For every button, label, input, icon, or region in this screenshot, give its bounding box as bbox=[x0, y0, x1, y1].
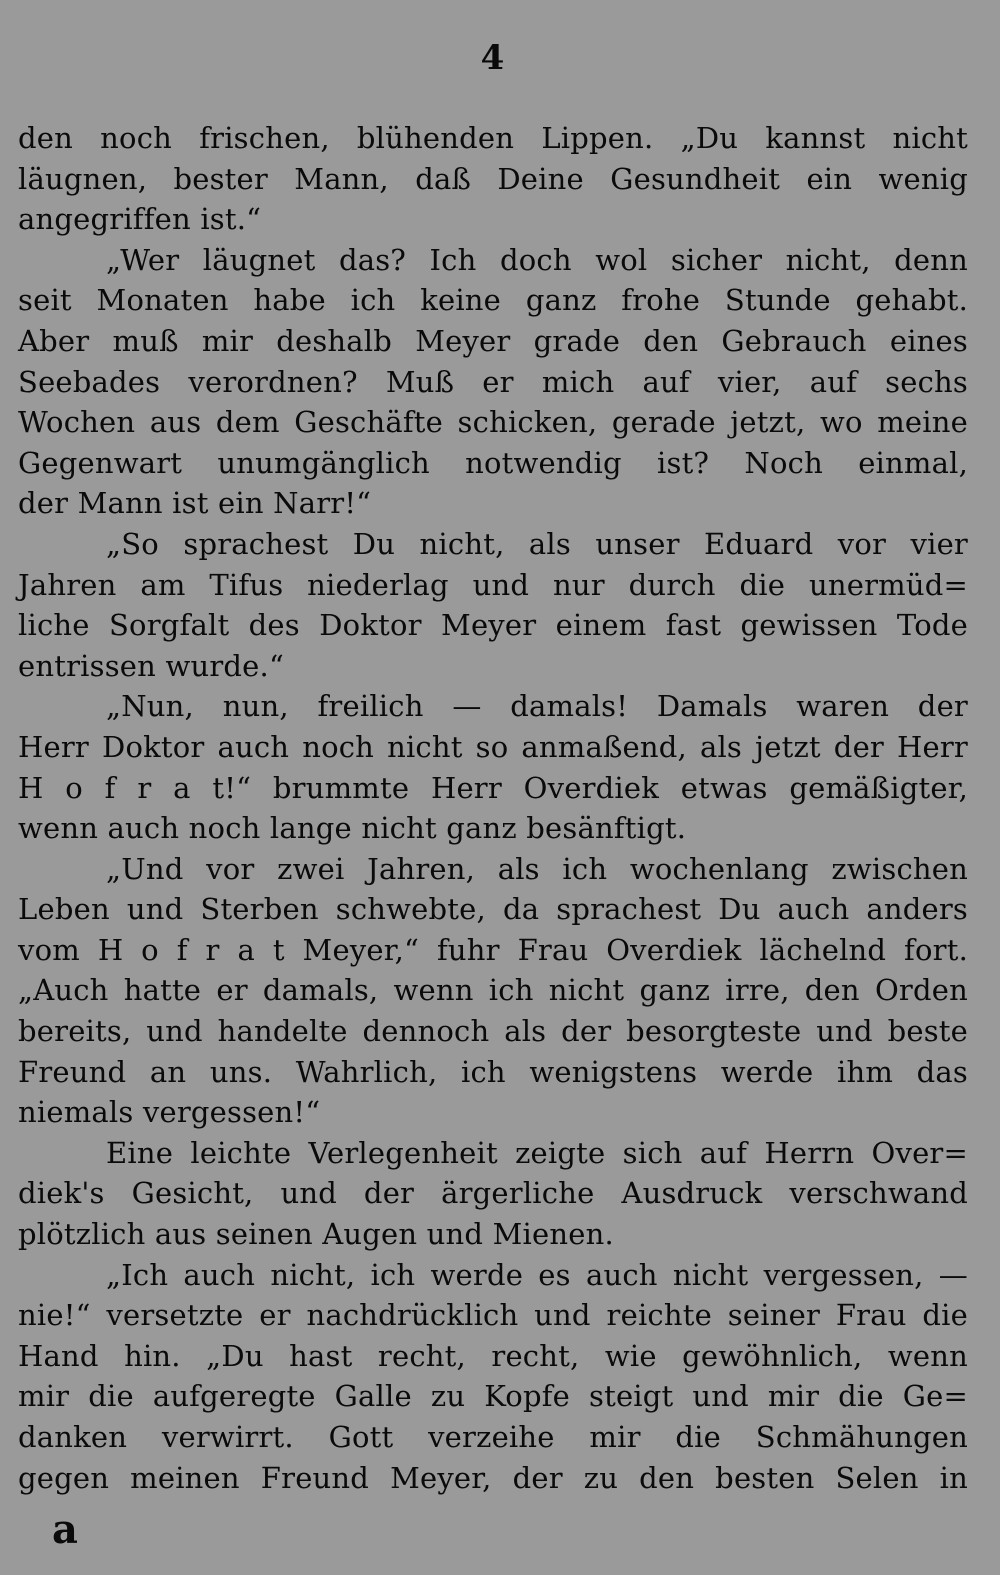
text-line: entrissen wurde.“ bbox=[18, 648, 284, 683]
text-line: Jahren am Tifus niederlag und nur durch die unermüd= bbox=[18, 567, 968, 602]
text-line: liche Sorgfalt des Doktor Meyer einem fast gewissen Tode bbox=[18, 608, 968, 643]
text-line: Leben und Sterben schwebte, da sprachest Du auch anders bbox=[18, 892, 968, 927]
text-line: „Nun, nun, freilich — damals! Damals waren der bbox=[106, 689, 968, 724]
signature-mark: a bbox=[52, 1506, 78, 1553]
text-line: Eine leichte Verlegenheit zeigte sich auf Herrn Over= bbox=[106, 1135, 968, 1170]
text-line: Gegenwart unumgänglich notwendig ist? Noch einmal, bbox=[18, 445, 968, 480]
text-line: plötzlich aus seinen Augen und Mienen. bbox=[18, 1217, 614, 1252]
text-line: H o f r a t!“ brummte Herr Overdiek etwas gemäßigter, bbox=[18, 770, 968, 805]
text-line: „Wer läugnet das? Ich doch wol sicher nicht, denn bbox=[106, 242, 968, 277]
text-line: bereits, und handelte dennoch als der besorgteste und beste bbox=[18, 1014, 968, 1049]
text-line: Herr Doktor auch noch nicht so anmaßend, als jetzt der Herr bbox=[18, 729, 968, 764]
text-line: „Ich auch nicht, ich werde es auch nicht vergessen, — bbox=[106, 1257, 968, 1292]
body-text bbox=[18, 118, 968, 1498]
text-line: den noch frischen, blühenden Lippen. „Du kannst nicht bbox=[18, 121, 968, 155]
text-line: vom H o f r a t Meyer,“ fuhr Frau Overdiek lächelnd fort. bbox=[18, 932, 968, 967]
text-line: „So sprachest Du nicht, als unser Eduard vor vier bbox=[106, 526, 968, 561]
text-line: „Auch hatte er damals, wenn ich nicht ganz irre, den Orden bbox=[18, 973, 968, 1008]
text-line: „Und vor zwei Jahren, als ich wochenlang zwischen bbox=[106, 851, 968, 886]
text-line: nie!“ versetzte er nachdrücklich und reichte seiner Frau die bbox=[18, 1298, 968, 1333]
text-line: niemals vergessen!“ bbox=[18, 1095, 321, 1130]
text-line: Wochen aus dem Geschäfte schicken, gerade jetzt, wo meine bbox=[18, 405, 968, 440]
text-line: Aber muß mir deshalb Meyer grade den Gebrauch eines bbox=[18, 323, 968, 358]
text-line: wenn auch noch lange nicht ganz besänftigt. bbox=[18, 811, 687, 846]
text-line: Seebades verordnen? Muß er mich auf vier, auf sechs bbox=[18, 364, 968, 399]
text-line: angegriffen ist.“ bbox=[18, 202, 262, 237]
page-number: 4 bbox=[480, 38, 505, 78]
text-line: mir die aufgeregte Galle zu Kopfe steigt und mir die Ge= bbox=[18, 1379, 968, 1414]
text-line: läugnen, bester Mann, daß Deine Gesundheit ein wenig bbox=[18, 161, 968, 196]
text-line: seit Monaten habe ich keine ganz frohe Stunde gehabt. bbox=[18, 283, 968, 318]
text-line: diek's Gesicht, und der ärgerliche Ausdruck verschwand bbox=[18, 1176, 968, 1211]
text-line: danken verwirrt. Gott verzeihe mir die Schmähungen bbox=[18, 1420, 968, 1454]
text-line: gegen meinen Freund Meyer, der zu den besten Selen in bbox=[18, 1460, 968, 1495]
text-line: Hand hin. „Du hast recht, recht, wie gewöhnlich, wenn bbox=[18, 1338, 968, 1373]
text-line: der Mann ist ein Narr!“ bbox=[18, 486, 372, 521]
text-line: Freund an uns. Wahrlich, ich wenigstens werde ihm das bbox=[18, 1054, 968, 1089]
